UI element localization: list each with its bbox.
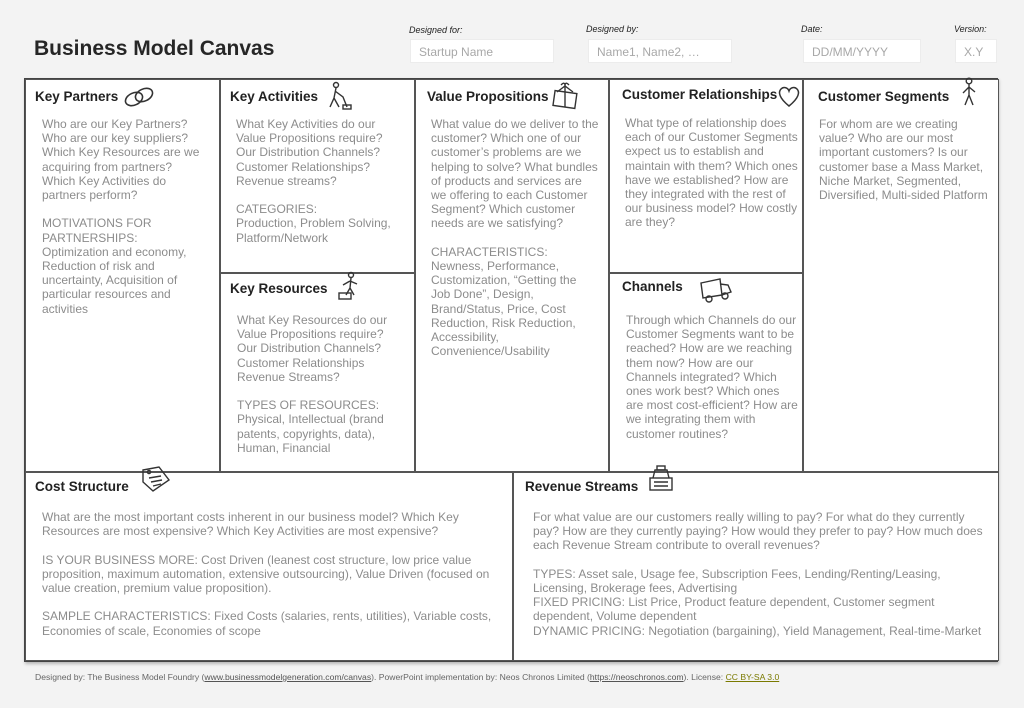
channels-title: Channels xyxy=(622,279,683,294)
key-resources-block[interactable] xyxy=(220,273,415,472)
date-field[interactable]: DD/MM/YYYY xyxy=(803,39,921,63)
revenue-streams-block[interactable] xyxy=(513,472,999,661)
designed-by-label: Designed by: xyxy=(586,24,639,34)
footer-license-prefix: ). License: xyxy=(683,672,726,682)
customer-segments-text: For whom are we creating value? Who are our most important customers? Is our customer base a Mass Market, Niche Market, Segmented, Diversified, Multi-sided Platform xyxy=(819,117,988,203)
version-field[interactable]: X.Y xyxy=(955,39,997,63)
channels-text: Through which Channels do our Customer Segments want to be reached? How are we reaching them now? How are our Channels integrated? Which ones work best? Which ones are most cost-efficient? How are we integrating them with customer routines? xyxy=(626,313,798,441)
value-propositions-block[interactable] xyxy=(415,79,609,472)
price-tag-icon xyxy=(139,464,173,494)
key-partners-title: Key Partners xyxy=(35,89,119,104)
key-partners-block[interactable] xyxy=(25,79,220,472)
cost-structure-title: Cost Structure xyxy=(35,479,129,494)
channels-block[interactable] xyxy=(609,273,803,472)
key-activities-block[interactable] xyxy=(220,79,415,273)
customer-segments-block[interactable] xyxy=(803,79,999,472)
key-partners-text: Who are our Key Partners? Who are our key suppliers? Which Key Resources are we acquiring from partners? Which Key Activities do partners perform? MOTIVATIONS FOR PARTNERSHIPS: Optimization and economy, Reduction of risk and uncertainty, Acquisition of particular resources and activities xyxy=(42,117,200,316)
footer-credits xyxy=(35,672,779,682)
footer-middle: ). PowerPoint implementation by: Neos Chronos Limited ( xyxy=(371,672,590,682)
key-resources-text: What Key Resources do our Value Propositions require? Our Distribution Channels? Customer Relationships Revenue Streams? TYPES OF RESOURCES: Physical, Intellectual (brand patents, copyrights, data), Human, Financial xyxy=(237,313,388,455)
person-icon xyxy=(954,77,984,107)
cash-register-icon xyxy=(644,464,678,494)
customer-relationships-block[interactable] xyxy=(609,79,803,273)
neoschronos-link[interactable]: https://neoschronos.com xyxy=(589,672,684,682)
designed-by-field[interactable]: Name1, Name2, … xyxy=(588,39,732,63)
footer-prefix: Designed by: The Business Model Foundry ( xyxy=(35,672,205,682)
page-title: Business Model Canvas xyxy=(34,37,275,60)
cost-structure-text: What are the most important costs inherent in our business model? Which Key Resources are most expensive? Which Key Activities are most expensive? IS YOUR BUSINESS MORE: Cost Driven (leanest cost structure, low price value proposition, maximum automation, extensive outsourcing), Value Driven (focused on value creation, premium value proposition). SAMPLE CHARACTERISTICS: Fixed Costs (salaries, rents, utilities), Variable costs, Economies of scale, Economies of scope xyxy=(42,510,492,638)
revenue-streams-title: Revenue Streams xyxy=(525,479,639,494)
customer-segments-title: Customer Segments xyxy=(818,89,950,104)
key-activities-title: Key Activities xyxy=(230,89,319,104)
gift-icon xyxy=(549,81,583,111)
factory-worker-icon xyxy=(333,271,367,301)
key-activities-text: What Key Activities do our Value Propositions require? Our Distribution Channels? Customer Relationships? Revenue streams? CATEGORIES: Production, Problem Solving, Platform/Network xyxy=(236,117,391,245)
date-label: Date: xyxy=(801,24,823,34)
cost-structure-block[interactable] xyxy=(25,472,513,661)
heart-icon xyxy=(776,83,802,109)
customer-relationships-text: What type of relationship does each of our Customer Segments expect us to establish and maintain with them? Which ones have we established? How are they integrated with the rest of our business model? How costly are they? xyxy=(625,116,798,230)
key-resources-title: Key Resources xyxy=(230,281,328,296)
worker-icon xyxy=(321,81,355,111)
chain-link-icon xyxy=(122,82,156,112)
bmg-canvas-link[interactable]: www.businessmodelgeneration.com/canvas xyxy=(204,672,372,682)
truck-icon xyxy=(698,275,734,305)
designed-for-field[interactable]: Startup Name xyxy=(410,39,554,63)
business-model-canvas xyxy=(24,78,998,662)
license-link[interactable]: CC BY-SA 3.0 xyxy=(725,672,780,682)
version-label: Version: xyxy=(954,24,987,34)
value-propositions-text: What value do we deliver to the customer? Which one of our customer’s problems are we helping to solve? What bundles of products and services are we offering to each Customer Segment? Which customer needs are we satisfying? CHARACTERISTICS: Newness, Performance, Customization, “Getting the Job Done”, Design, Brand/Status, Price, Cost Reduction, Risk Reduction, Accessibility, Convenience/Usability xyxy=(431,117,599,359)
revenue-streams-text: For what value are our customers really willing to pay? For what do they currently pay? How are they currently paying? How would they prefer to pay? How much does each Revenue Stream contribute to overall revenues? TYPES: Asset sale, Usage fee, Subscription Fees, Lending/Renting/Leasing, Licensing, Brokerage fees, Advertising FIXED PRICING: List Price, Product feature dependent, Customer segment dependent, Volume dependent DYNAMIC PRICING: Negotiation (bargaining), Yield Management, Real-time-Market xyxy=(533,510,983,638)
designed-for-label: Designed for: xyxy=(409,25,463,35)
customer-relationships-title: Customer Relationships xyxy=(622,87,778,102)
value-propositions-title: Value Propositions xyxy=(427,89,549,104)
